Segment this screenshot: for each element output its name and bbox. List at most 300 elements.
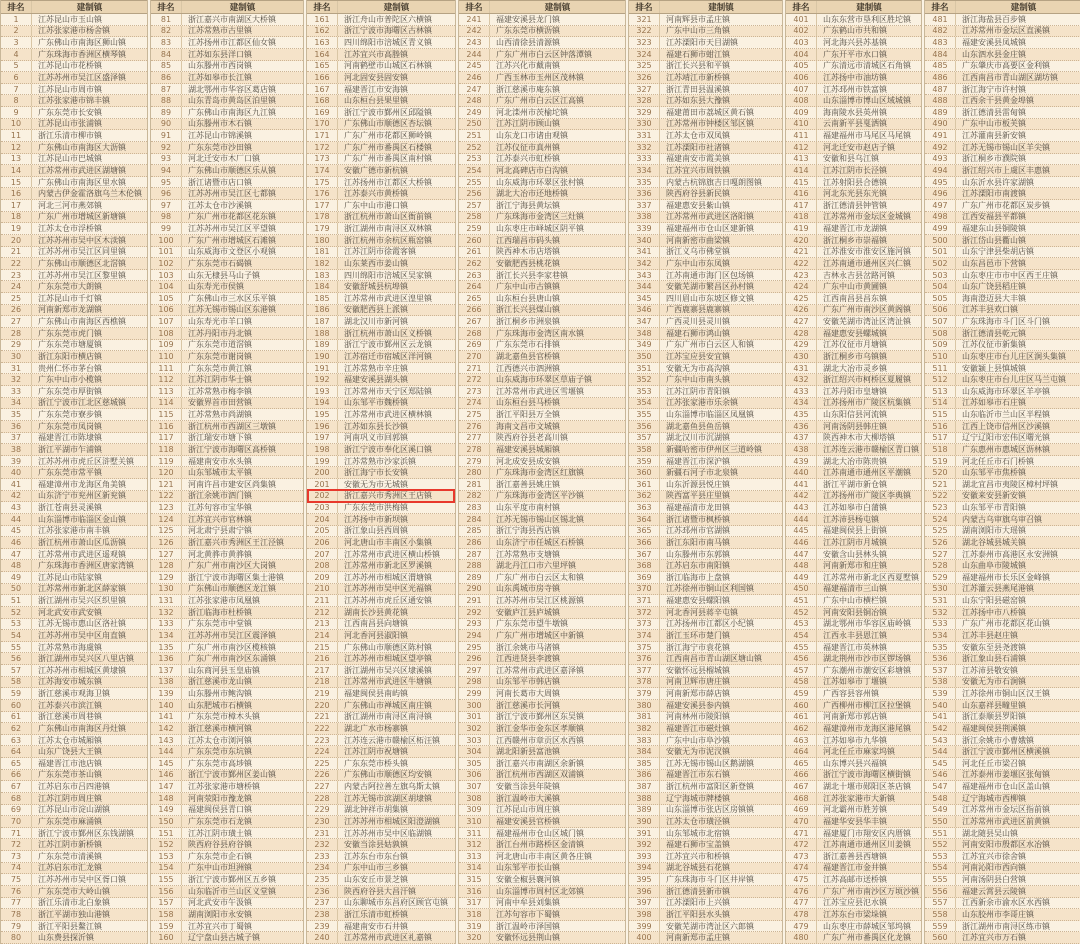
table-row	[151, 607, 303, 619]
table-row	[925, 839, 1080, 851]
table-row	[925, 456, 1080, 468]
table-row	[629, 293, 782, 305]
table-row	[1, 72, 147, 84]
town-cell: 浙江东阳市横店镇	[38, 351, 102, 361]
table-row	[307, 363, 455, 375]
town-cell: 浙江金华市金东区孝顺镇	[496, 723, 584, 733]
rank-cell: 516	[925, 421, 956, 432]
rank-cell: 268	[459, 328, 490, 339]
town-cell: 湖南浏阳市大瑶镇	[962, 526, 1026, 536]
table-row	[459, 363, 625, 375]
rank-cell: 287	[459, 549, 490, 560]
town-cell: 江苏昆山市巴城镇	[38, 154, 102, 164]
rank-cell: 289	[459, 572, 490, 583]
table-row	[1, 95, 147, 107]
town-cell: 福建安溪县官桥镇	[496, 816, 560, 826]
town-cell: 辽宁海城市牌楼镇	[666, 793, 730, 803]
rank-cell: 125	[151, 526, 182, 537]
town-cell: 福建安溪县龙门镇	[496, 14, 560, 24]
town-cell: 广东东莞市塘厦镇	[38, 340, 102, 350]
town-cell: 四川绵阳市涪城区青义镇	[344, 38, 432, 48]
town-cell: 广西柳州市柳江区拉堡镇	[823, 700, 911, 710]
table-row	[1, 828, 147, 840]
rank-cell: 246	[459, 72, 490, 83]
table-row	[786, 851, 921, 863]
rank-cell: 13	[1, 154, 32, 165]
rank-cell: 467	[786, 781, 817, 792]
town-cell: 广东中山市小榄镇	[38, 375, 102, 385]
town-cell: 浙江嘉兴市南湖区余新镇	[496, 758, 584, 768]
town-cell: 浙江杭州市萧山区瓜沥镇	[38, 537, 126, 547]
town-cell: 江苏张家港市杨舍镇	[38, 26, 110, 36]
rank-cell: 102	[151, 258, 182, 269]
table-row	[925, 665, 1080, 677]
town-cell: 江苏徐州市铜山区汉王镇	[962, 689, 1050, 699]
rank-cell: 529	[925, 572, 956, 583]
table-row	[629, 95, 782, 107]
town-cell: 福建福州市仓山区城门镇	[496, 828, 584, 838]
rank-cell: 82	[151, 26, 182, 37]
table-row	[786, 630, 921, 642]
rank-cell: 23	[1, 270, 32, 281]
table-row	[925, 584, 1080, 596]
rank-cell: 385	[629, 758, 660, 769]
table-row	[629, 37, 782, 49]
rank-cell: 402	[786, 26, 817, 37]
rank-cell: 166	[307, 72, 338, 83]
rank-cell: 534	[925, 630, 956, 641]
town-cell: 陕西神木市大柳塔镇	[823, 433, 895, 443]
town-cell: 福建莆田市荔城区黄石镇	[666, 107, 754, 117]
table-row	[151, 223, 303, 235]
table-row	[629, 14, 782, 26]
rank-cell: 168	[307, 95, 338, 106]
table-row	[307, 84, 455, 96]
rank-cell: 445	[786, 526, 817, 537]
town-cell: 浙江湖州市吴兴区织里镇	[38, 596, 126, 606]
rank-cell: 393	[629, 851, 660, 862]
rank-cell: 358	[629, 444, 660, 455]
table-row	[307, 677, 455, 689]
rank-cell: 560	[925, 932, 956, 943]
column-header-row	[151, 0, 303, 14]
table-row	[459, 340, 625, 352]
table-row	[459, 898, 625, 910]
town-cell: 江苏常州市武进区遥观镇	[38, 549, 126, 559]
rank-cell: 77	[1, 898, 32, 909]
town-cell: 广东佛山市顺德区乐从镇	[188, 165, 276, 175]
table-row	[1, 735, 147, 747]
town-cell: 江苏邳州市官湖镇	[666, 526, 730, 536]
table-row	[1, 595, 147, 607]
town-cell: 湖北大冶市还地桥镇	[496, 189, 568, 199]
rank-cell: 459	[786, 688, 817, 699]
table-row	[786, 456, 921, 468]
rank-cell: 306	[459, 770, 490, 781]
town-cell: 浙江宁波市鄞州区邱隘镇	[344, 107, 432, 117]
table-row	[1, 712, 147, 724]
table-row	[151, 84, 303, 96]
rank-header: 排名	[925, 1, 956, 13]
rank-cell: 512	[925, 374, 956, 385]
town-cell: 广东广州市增城区中新镇	[496, 630, 584, 640]
table-row	[925, 595, 1080, 607]
rank-cell: 435	[786, 409, 817, 420]
town-cell: 广东东莞市清溪镇	[38, 851, 102, 861]
rank-cell: 533	[925, 619, 956, 630]
table-row	[459, 491, 625, 503]
town-cell: 安徽和县乌江镇	[823, 154, 879, 164]
rank-cell: 171	[307, 130, 338, 141]
town-cell: 山东枣庄市台儿庄区马兰屯镇	[962, 375, 1066, 385]
table-row	[307, 839, 455, 851]
table-row	[459, 560, 625, 572]
table-row	[307, 281, 455, 293]
town-cell: 福建石狮市宝盖镇	[666, 840, 730, 850]
rank-cell: 309	[459, 805, 490, 816]
table-row	[1, 200, 147, 212]
rank-cell: 12	[1, 142, 32, 153]
town-cell: 内蒙古乌审旗乌审召镇	[962, 514, 1042, 524]
table-row	[629, 898, 782, 910]
rank-cell: 223	[307, 735, 338, 746]
table-row	[629, 258, 782, 270]
rank-cell: 8	[1, 95, 32, 106]
rank-cell: 298	[459, 677, 490, 688]
table-row	[925, 119, 1080, 131]
table-row	[307, 177, 455, 189]
town-cell: 江苏苏州市虎丘区浒墅关镇	[38, 456, 134, 466]
table-row	[151, 805, 303, 817]
rank-cell: 45	[1, 526, 32, 537]
rank-cell: 352	[629, 374, 660, 385]
rank-cell: 321	[629, 14, 660, 25]
rank-cell: 531	[925, 595, 956, 606]
column-header-row	[629, 0, 782, 14]
table-row	[786, 258, 921, 270]
rank-cell: 399	[629, 921, 660, 932]
table-row	[1, 898, 147, 910]
town-cell: 江苏苏州市相城区渭塘镇	[344, 572, 432, 582]
rank-cell: 149	[151, 805, 182, 816]
rank-cell: 143	[151, 735, 182, 746]
table-row	[629, 421, 782, 433]
table-row	[459, 688, 625, 700]
column-header-row	[786, 0, 921, 14]
table-row	[307, 119, 455, 131]
rank-cell: 198	[307, 444, 338, 455]
table-row	[307, 909, 455, 921]
ranking-column-5	[628, 0, 783, 944]
rank-cell: 220	[307, 700, 338, 711]
rank-cell: 558	[925, 909, 956, 920]
rank-cell: 416	[786, 188, 817, 199]
town-cell: 江苏常州市武进区礼嘉镇	[344, 933, 432, 943]
rank-cell: 497	[925, 200, 956, 211]
rank-cell: 502	[925, 258, 956, 269]
town-cell: 江苏射阳县合德镇	[823, 177, 887, 187]
rank-cell: 232	[307, 839, 338, 850]
town-header: 建制镇	[1010, 3, 1037, 13]
column-header-row	[925, 0, 1080, 14]
table-row	[151, 642, 303, 654]
rank-cell: 183	[307, 270, 338, 281]
town-cell: 江苏海安市城东镇	[38, 677, 102, 687]
town-cell: 江苏如皋市长江镇	[188, 72, 252, 82]
town-cell: 江西南昌县昌东镇	[823, 293, 887, 303]
town-cell: 安徽肥西县上派镇	[344, 305, 408, 315]
town-cell: 浙江平湖市独山港镇	[38, 909, 110, 919]
town-cell: 河南新郑市和庄镇	[823, 561, 887, 571]
table-row	[786, 49, 921, 61]
rank-cell: 151	[151, 828, 182, 839]
table-row	[307, 467, 455, 479]
table-row	[307, 223, 455, 235]
town-cell: 广东珠海市金湾区平沙镇	[496, 491, 584, 501]
table-row	[459, 37, 625, 49]
town-cell: 浙江瑞安市塘下镇	[188, 433, 252, 443]
table-row	[307, 409, 455, 421]
town-cell: 福建福州市仓山区建新镇	[666, 224, 754, 234]
town-cell: 福建漳州市龙海区角美镇	[38, 479, 126, 489]
rank-cell: 127	[151, 549, 182, 560]
town-cell: 江西进贤县李渡镇	[496, 654, 560, 664]
table-row	[307, 188, 455, 200]
rank-cell: 472	[786, 839, 817, 850]
table-row	[786, 595, 921, 607]
town-cell: 浙江德清县钟管镇	[823, 200, 887, 210]
town-cell: 浙江慈溪市长河镇	[496, 700, 560, 710]
rank-cell: 417	[786, 200, 817, 211]
town-cell: 江西安福县平都镇	[962, 212, 1026, 222]
rank-cell: 474	[786, 863, 817, 874]
town-cell: 江苏宜兴市丁蜀镇	[188, 921, 252, 931]
table-row	[1, 723, 147, 735]
rank-cell: 332	[629, 142, 660, 153]
table-row	[1, 363, 147, 375]
town-cell: 江苏苏州市吴江区黎里镇	[38, 270, 126, 280]
table-row	[307, 642, 455, 654]
table-row	[151, 305, 303, 317]
rank-cell: 66	[1, 770, 32, 781]
town-cell: 广东佛山市南海区里水镇	[38, 177, 126, 187]
table-row	[925, 572, 1080, 584]
rank-cell: 492	[925, 142, 956, 153]
rank-cell: 362	[629, 491, 660, 502]
rank-cell: 379	[629, 688, 660, 699]
town-cell: 福建晋江市深沪镇	[666, 456, 730, 466]
table-row	[459, 386, 625, 398]
rank-cell: 506	[925, 305, 956, 316]
town-cell: 山东沂源县悦庄镇	[666, 479, 730, 489]
town-cell: 江苏太仓市浮桥镇	[38, 224, 102, 234]
table-row	[1, 398, 147, 410]
town-cell: 江苏徐州市铜山区利国镇	[666, 584, 754, 594]
town-cell: 山东威海市文登区小观镇	[188, 247, 276, 257]
rank-cell: 70	[1, 816, 32, 827]
town-cell: 浙江玉环市楚门镇	[666, 630, 730, 640]
rank-cell: 478	[786, 909, 817, 920]
town-cell: 安徽无为市高沟镇	[666, 363, 730, 373]
town-cell: 浙江海宁市许村镇	[962, 84, 1026, 94]
town-cell: 广东东莞市企石镇	[188, 851, 252, 861]
rank-cell: 538	[925, 677, 956, 688]
town-cell: 江苏常州市武进区湖塘镇	[38, 165, 126, 175]
town-cell: 江苏兴化市戴南镇	[496, 61, 560, 71]
rank-cell: 93	[151, 154, 182, 165]
town-cell: 江苏江阴市祝塘镇	[344, 747, 408, 757]
town-cell: 广东佛山市顺德区龙江镇	[188, 584, 276, 594]
town-cell: 河北三河市燕郊镇	[38, 200, 102, 210]
rank-cell: 117	[151, 433, 182, 444]
rank-cell: 526	[925, 537, 956, 548]
town-cell: 江苏苏州市吴江区同里镇	[38, 247, 126, 257]
rank-cell: 409	[786, 107, 817, 118]
rank-cell: 354	[629, 398, 660, 409]
table-row	[629, 305, 782, 317]
table-row	[629, 607, 782, 619]
rank-cell: 440	[786, 467, 817, 478]
town-cell: 山东枣庄市台儿庄区涧头集镇	[962, 351, 1066, 361]
town-cell: 河北固安县固安镇	[344, 72, 408, 82]
town-cell: 浙江海宁市袁花镇	[666, 642, 730, 652]
rank-cell: 519	[925, 456, 956, 467]
rank-cell: 446	[786, 537, 817, 548]
town-cell: 安徽无为市泥汊镇	[666, 747, 730, 757]
table-row	[151, 130, 303, 142]
rank-cell: 263	[459, 270, 490, 281]
rank-cell: 145	[151, 758, 182, 769]
town-cell: 湖北汉川市沉湖镇	[666, 433, 730, 443]
town-cell: 江苏常州市天宁区郑陆镇	[344, 386, 432, 396]
town-cell: 山东邹城市太平镇	[188, 468, 252, 478]
town-cell: 江苏扬州市广陵区杭集镇	[823, 398, 911, 408]
town-cell: 广东广州市花都区炭步镇	[962, 200, 1050, 210]
town-cell: 山东滕州市东郭镇	[666, 549, 730, 559]
town-cell: 江苏江阴市顾山镇	[496, 119, 560, 129]
table-row	[925, 886, 1080, 898]
rank-cell: 442	[786, 491, 817, 502]
town-cell: 广东广州市白云区江高镇	[496, 96, 584, 106]
rank-cell: 264	[459, 281, 490, 292]
table-row	[1, 770, 147, 782]
town-cell: 陕西府谷县新民镇	[666, 189, 730, 199]
table-row	[307, 746, 455, 758]
table-row	[459, 526, 625, 538]
table-row	[1, 921, 147, 933]
table-row	[151, 584, 303, 596]
town-cell: 浙江杭州市余杭区瓶窑镇	[344, 235, 432, 245]
town-cell: 江苏宿迁市宿城区洋河镇	[344, 351, 432, 361]
town-cell: 广东中山市古镇镇	[496, 282, 560, 292]
table-row	[786, 805, 921, 817]
rank-cell: 84	[151, 49, 182, 60]
town-cell: 江苏丹阳市皇塘镇	[823, 386, 887, 396]
rank-cell: 351	[629, 363, 660, 374]
rank-cell: 216	[307, 653, 338, 664]
rank-cell: 485	[925, 61, 956, 72]
town-cell: 湖北宜昌市夷陵区樟村坪镇	[962, 479, 1058, 489]
town-cell: 广东东莞市中堂镇	[188, 619, 252, 629]
rank-cell: 215	[307, 642, 338, 653]
town-cell: 浙江长兴县李家巷镇	[496, 270, 568, 280]
table-row	[925, 26, 1080, 38]
town-cell: 广东广州市增城区石滩镇	[188, 235, 276, 245]
town-cell: 安徽含山县林头镇	[823, 549, 887, 559]
rank-cell: 338	[629, 212, 660, 223]
rank-cell: 423	[786, 270, 817, 281]
table-row	[925, 72, 1080, 84]
table-row	[1, 560, 147, 572]
table-row	[629, 514, 782, 526]
rank-cell: 373	[629, 619, 660, 630]
rank-cell: 213	[307, 619, 338, 630]
town-cell: 广东珠海市香洲区唐家湾镇	[38, 561, 134, 571]
town-cell: 浙江临海市杜桥镇	[188, 607, 252, 617]
town-cell: 河南鹤壁市山城区石林镇	[344, 61, 432, 71]
table-row	[629, 456, 782, 468]
rank-cell: 280	[459, 467, 490, 478]
table-row	[151, 281, 303, 293]
table-row	[151, 374, 303, 386]
table-row	[629, 549, 782, 561]
town-cell: 浙江杭州市西湖区三墩镇	[188, 421, 276, 431]
town-cell: 广东广州市白云区人和镇	[666, 340, 754, 350]
table-row	[925, 154, 1080, 166]
rank-cell: 186	[307, 305, 338, 316]
town-cell: 湖南长沙县黄花镇	[344, 607, 408, 617]
rank-cell: 176	[307, 188, 338, 199]
rank-cell: 50	[1, 584, 32, 595]
rank-cell: 401	[786, 14, 817, 25]
table-row	[307, 898, 455, 910]
table-row	[925, 328, 1080, 340]
table-row	[925, 188, 1080, 200]
town-cell: 江苏江阴市徐霞客镇	[344, 247, 416, 257]
rank-cell: 214	[307, 630, 338, 641]
rank-cell: 229	[307, 805, 338, 816]
town-cell: 广东东莞市麻涌镇	[38, 816, 102, 826]
table-row	[459, 479, 625, 491]
rank-cell: 165	[307, 61, 338, 72]
town-cell: 江苏苏州市吴中区胥口镇	[38, 875, 126, 885]
table-row	[459, 746, 625, 758]
table-row	[151, 619, 303, 631]
rank-cell: 190	[307, 351, 338, 362]
town-cell: 广东中山市三乡镇	[344, 863, 408, 873]
table-row	[786, 72, 921, 84]
town-cell: 江苏昆山市张浦镇	[38, 119, 102, 129]
town-cell: 江苏沛县杨屯镇	[823, 514, 879, 524]
rank-cell: 135	[151, 642, 182, 653]
town-cell: 江苏如皋市白蒲镇	[823, 503, 887, 513]
rank-header: 排名	[459, 1, 490, 13]
table-row	[629, 642, 782, 654]
table-row	[459, 200, 625, 212]
town-cell: 江苏常州市武进区雪堰镇	[496, 386, 584, 396]
rank-cell: 61	[1, 712, 32, 723]
rank-cell: 532	[925, 607, 956, 618]
table-row	[925, 921, 1080, 933]
rank-cell: 255	[459, 177, 490, 188]
town-cell: 安徽庐江县庐城镇	[496, 607, 560, 617]
rank-cell: 456	[786, 653, 817, 664]
table-row	[151, 549, 303, 561]
town-cell: 福建福州市马尾区马尾镇	[823, 131, 911, 141]
rank-cell: 267	[459, 316, 490, 327]
table-row	[151, 467, 303, 479]
town-cell: 山东威海市环翠区草庙子镇	[496, 375, 592, 385]
